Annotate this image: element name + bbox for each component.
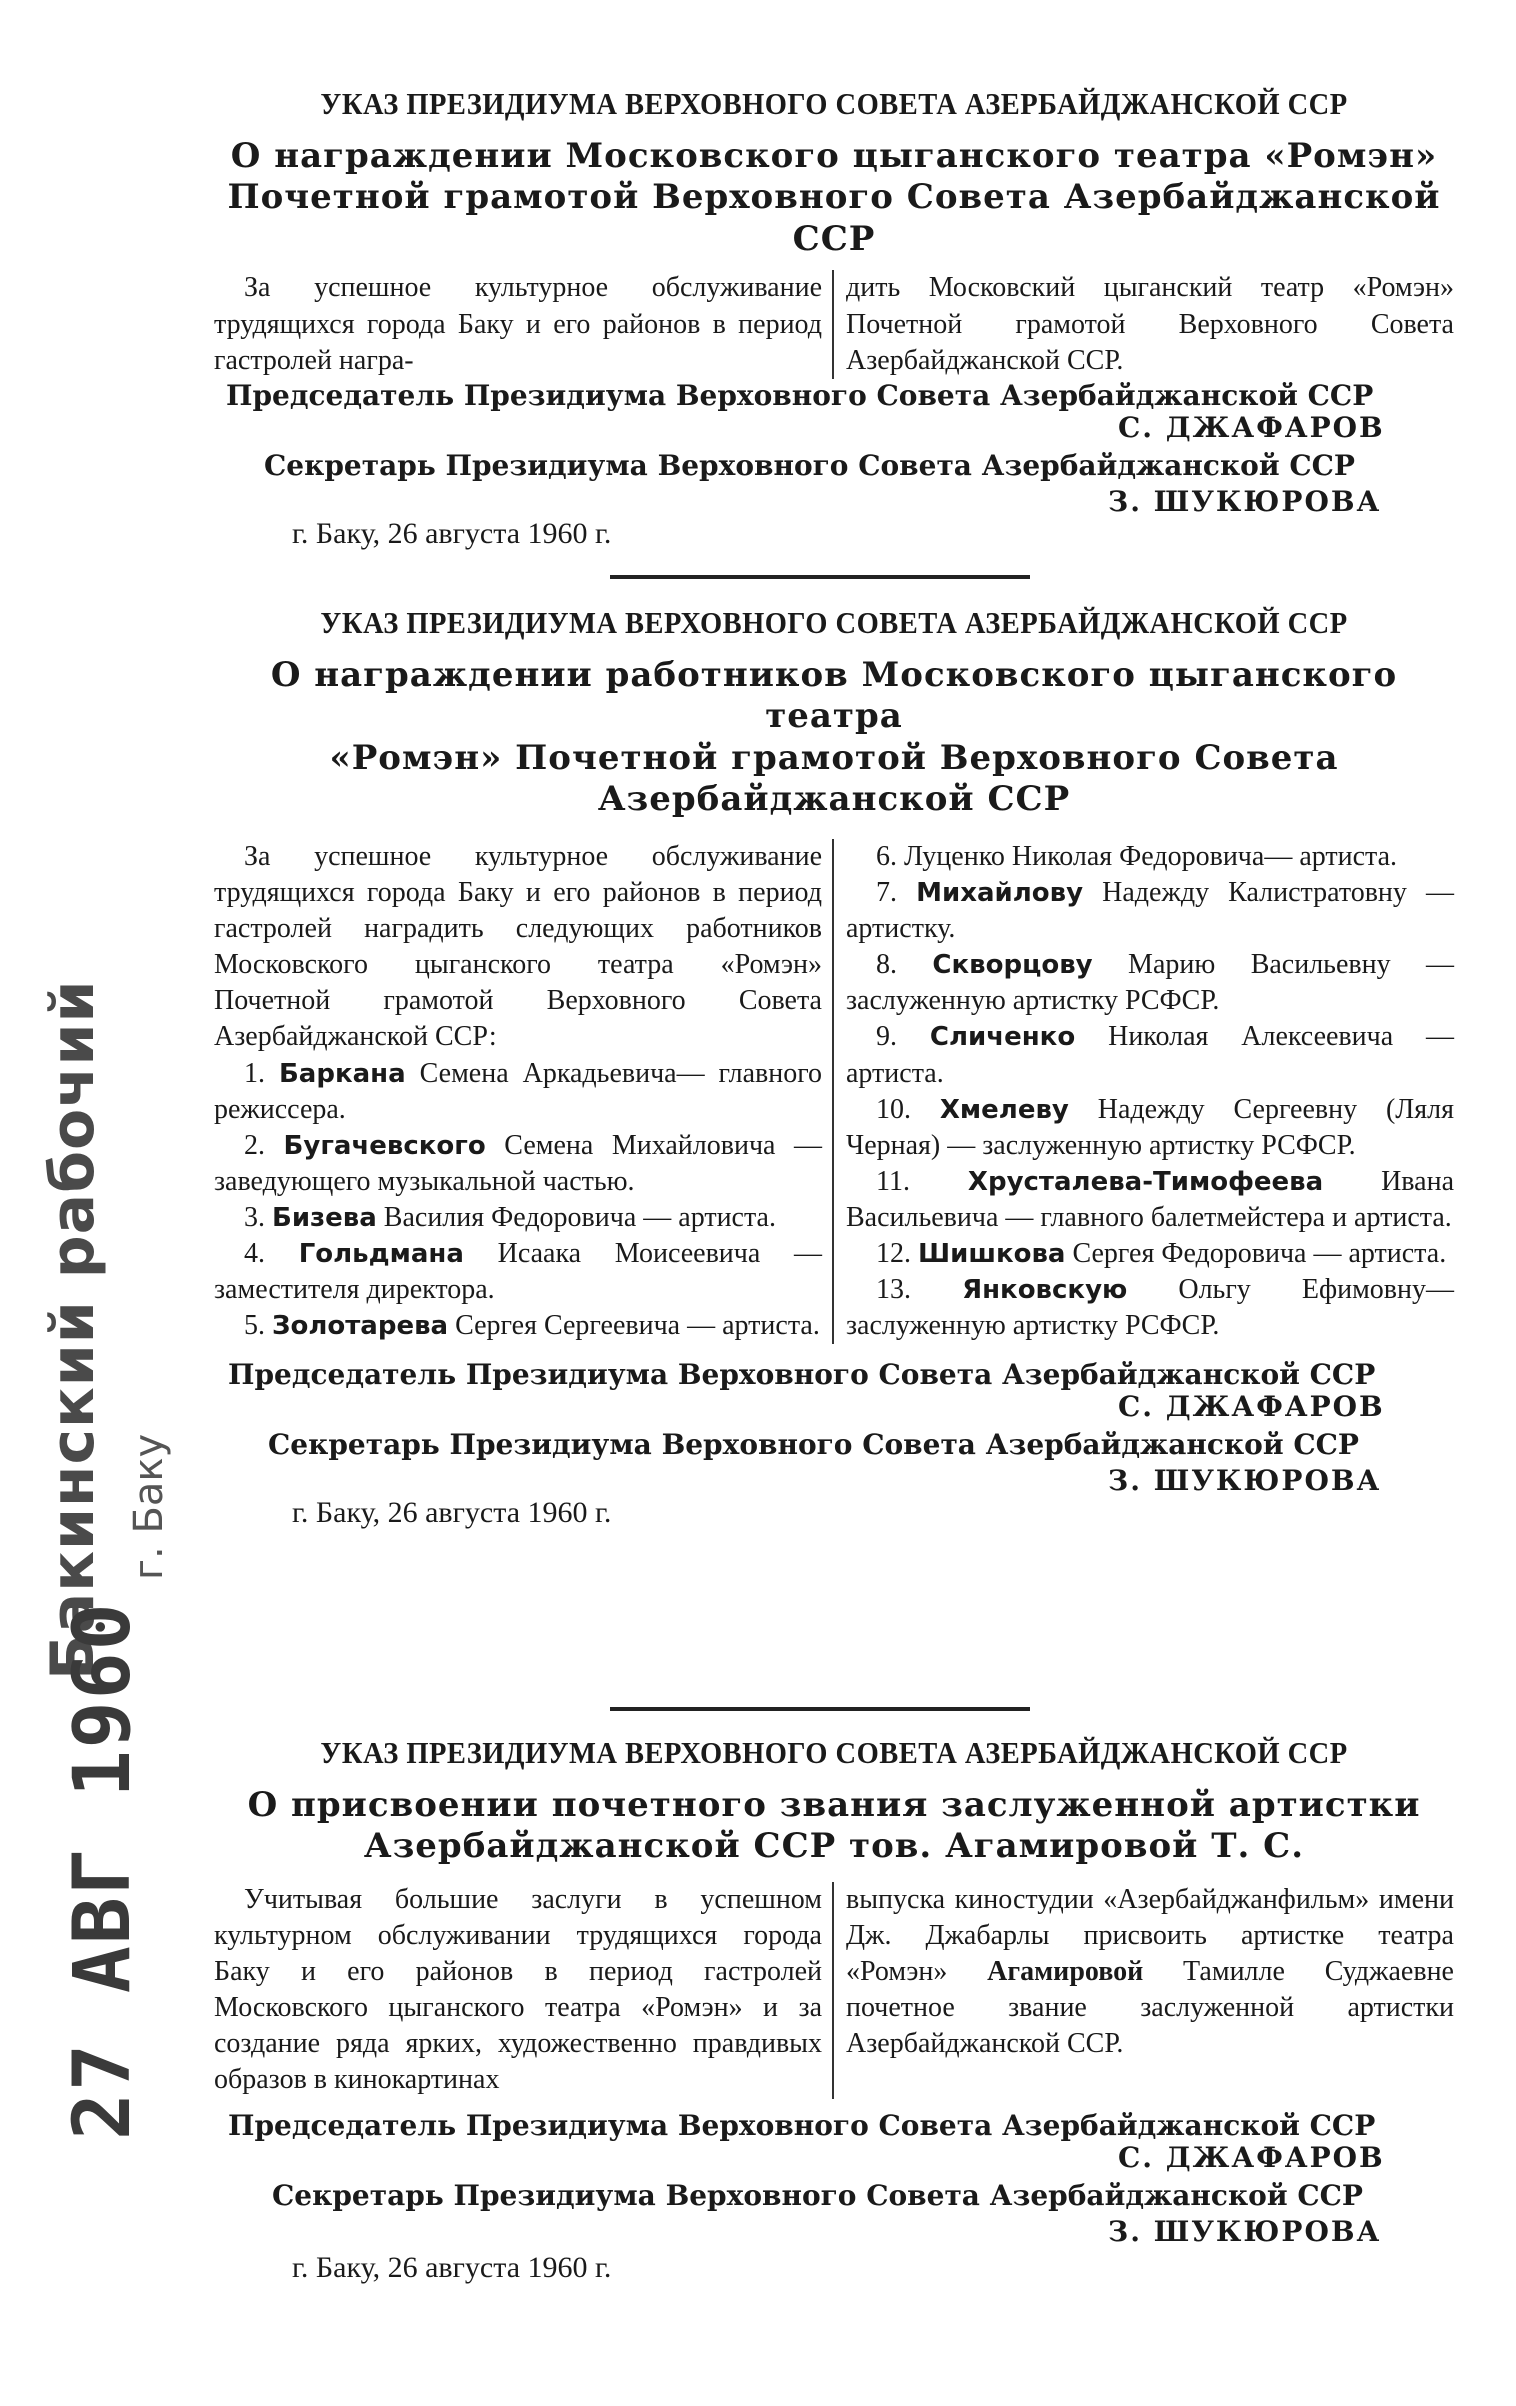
list-item: 7. Михайлову Надежду Калистратовну — артистку. [846, 876, 1454, 945]
city-stamp: г. Баку [126, 1433, 172, 1580]
body-text: За успешное культурное обслуживание трудящихся города Баку и его районов в период гастролей наградить следующих работников Московского цыганского театра «Ромэн» Почетной грамотой Верховного Совета Азербайджанской ССР: [214, 840, 822, 1053]
secretary-title: Секретарь Президиума Верховного Совета Азербайджанской ССР [264, 448, 1355, 482]
chairman-name: С. ДЖАФАРОВ [1118, 1390, 1385, 1424]
left-column [208, 1882, 834, 2099]
decree-body [208, 839, 1460, 1345]
list-item: 4. Гольдмана Исаака Моисеевича — заместителя директора. [214, 1238, 822, 1306]
decree-theatre-award [208, 86, 1460, 565]
list-item: 10. Хмелеву Надежду Сергеевну (Ляля Черная) — заслуженную артистку РСФСР. [846, 1093, 1455, 1161]
secretary-title: Секретарь Президиума Верховного Совета Азербайджанской ССР [272, 2178, 1363, 2212]
decree-heading: УКАЗ ПРЕЗИДИУМА ВЕРХОВНОГО СОВЕТА АЗЕРБАЙДЖАНСКОЙ ССР [320, 1735, 1348, 1770]
list-item: 13. Янковскую Ольгу Ефимовну— заслуженную артистку РСФСР. [846, 1274, 1455, 1342]
decree-body [208, 270, 1460, 378]
list-item: 6. Луценко Николая Федоровича— артиста. [876, 840, 1398, 872]
title-line: О награждении Московского цыганского театра «Ромэн» [230, 136, 1438, 176]
body-text: дить Московский цыганский театр «Ромэн» Почетной грамотой Верховного Совета Азербайджанской ССР. [846, 272, 1454, 376]
signatures [208, 1358, 1460, 1474]
decree-title [208, 1785, 1460, 1868]
secretary-name: З. ШУКЮРОВА [1108, 484, 1382, 518]
list-item: 1. Баркана Семена Аркадьевича— главного режиссера. [214, 1057, 822, 1125]
place-date: г. Баку, 26 августа 1960 г. [292, 516, 612, 550]
divider [610, 1707, 1030, 1711]
body-text: выпуска киностудии «Азербайджанфильм» имени Дж. Джабарлы присвоить артистке театра «Ромэн» Агамировой Тамилле Суджаевне почетное звание заслуженной артистки Азербайджанской ССР. [846, 1883, 1454, 2060]
list-item: 2. Бугачевского Семена Михайловича — заведующего музыкальной частью. [214, 1129, 822, 1197]
chairman-name: С. ДЖАФАРОВ [1118, 2140, 1385, 2174]
secretary-name: З. ШУКЮРОВА [1108, 2214, 1382, 2248]
title-line: О награждении работников Московского цыганского театра [270, 655, 1398, 737]
title-line: Азербайджанской ССР [597, 779, 1071, 820]
body-text: За успешное культурное обслуживание трудящихся города Баку и его районов в период гастролей награ- [214, 272, 822, 376]
decree-heading: УКАЗ ПРЕЗИДИУМА ВЕРХОВНОГО СОВЕТА АЗЕРБАЙДЖАНСКОЙ ССР [320, 86, 1348, 121]
right-column [834, 839, 1460, 1345]
secretary-name: З. ШУКЮРОВА [1108, 1464, 1382, 1498]
list-item: 9. Сличенко Николая Алексеевича — артиста. [846, 1021, 1455, 1089]
signatures [208, 2109, 1460, 2225]
decree-heading: УКАЗ ПРЕЗИДИУМА ВЕРХОВНОГО СОВЕТА АЗЕРБАЙДЖАНСКОЙ ССР [320, 605, 1348, 640]
place-date: г. Баку, 26 августа 1960 г. [292, 1496, 612, 1530]
divider [610, 575, 1030, 579]
newspaper-name-stamp: Бакинский рабочий [38, 979, 108, 1680]
right-column [834, 1882, 1460, 2099]
chairman-title: Председатель Президиума Верховного Совета Азербайджанской ССР [228, 1358, 1376, 1392]
title-line: Почетной грамотой Верховного Совета Азербайджанской ССР [227, 177, 1441, 259]
signatures [208, 379, 1460, 495]
date-stamp: 27 АВГ 1960 [58, 1601, 148, 2140]
chairman-title: Председатель Президиума Верховного Совета Азербайджанской ССР [228, 2108, 1376, 2142]
list-item: 3. Бизева Василия Федоровича — артиста. [244, 1201, 776, 1233]
place-date: г. Баку, 26 августа 1960 г. [292, 2250, 612, 2284]
chairman-title: Председатель Президиума Верховного Совета Азербайджанской ССР [226, 378, 1374, 412]
decree-body [208, 1882, 1460, 2099]
decree-workers-award [208, 605, 1460, 1544]
right-column [834, 270, 1460, 378]
left-column [208, 839, 834, 1345]
list-item: 12. Шишкова Сергея Федоровича — артиста. [876, 1238, 1447, 1270]
secretary-title: Секретарь Президиума Верховного Совета Азербайджанской ССР [268, 1428, 1359, 1462]
left-column [208, 270, 834, 378]
decree-honorary-title [208, 1735, 1460, 2295]
chairman-name: С. ДЖАФАРОВ [1118, 410, 1385, 444]
title-line: «Ромэн» Почетной грамотой Верховного Совета [329, 737, 1339, 778]
archive-stamp [18, 979, 218, 2140]
list-item: 8. Скворцову Марию Васильевну — заслуженную артистку РСФСР. [846, 949, 1454, 1017]
decree-title [208, 655, 1460, 821]
list-item: 11. Хрусталева-Тимофеева Ивана Васильевича — главного балетмейстера и артиста. [846, 1165, 1454, 1233]
body-text: Учитывая большие заслуги в успешном культурном обслуживании трудящихся города Баку и его районов в период гастролей Московского цыганского театра «Ромэн» и за создание ряда ярких, художественно правдивых образов в кинокартинах [214, 1883, 822, 2096]
list-item: 5. Золотарева Сергея Сергеевича — артиста. [244, 1310, 820, 1342]
title-line: О присвоении почетного звания заслуженной артистки [247, 1785, 1421, 1825]
title-line: Азербайджанской ССР тов. Агамировой Т. С. [363, 1826, 1305, 1867]
decree-title [208, 136, 1460, 260]
